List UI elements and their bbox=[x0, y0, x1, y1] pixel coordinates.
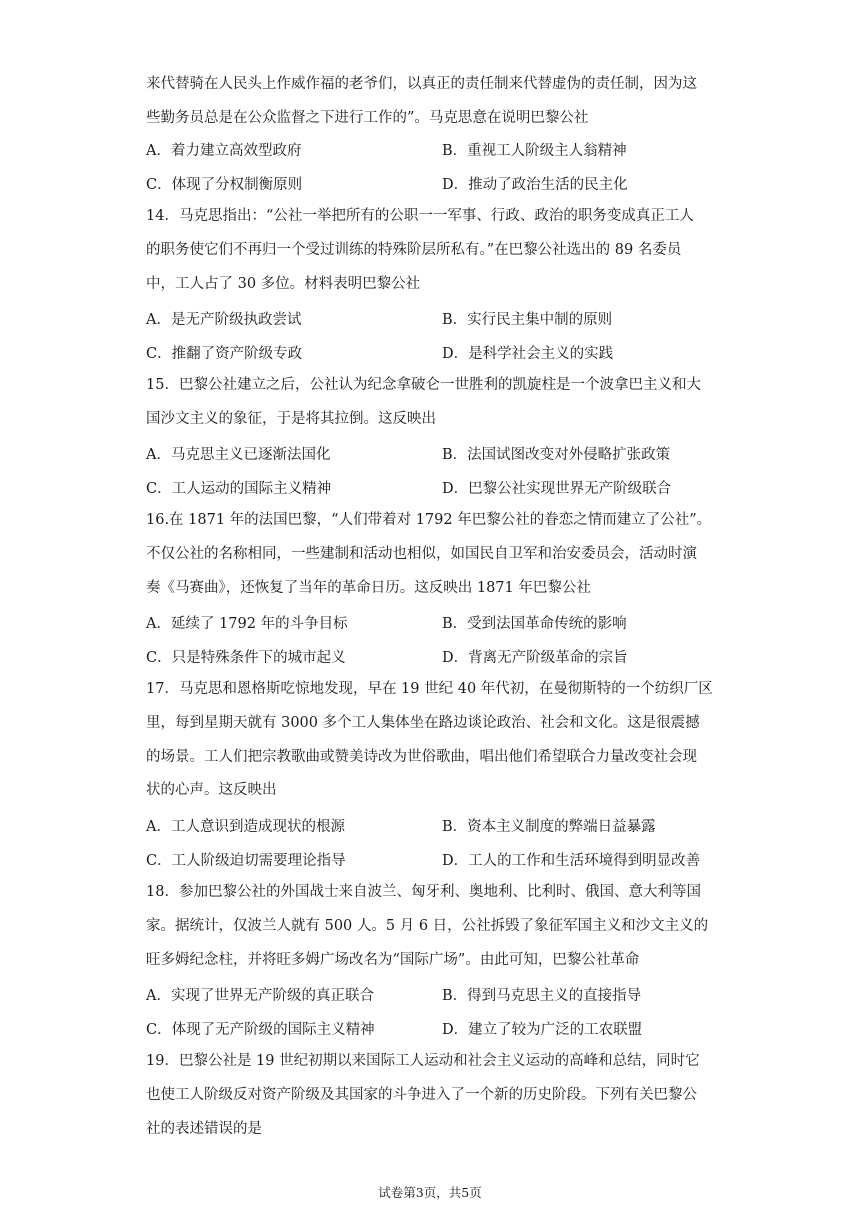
question-18-option-d: D．建立了较为广泛的工农联盟 bbox=[442, 1022, 643, 1038]
stem-line: 的职务使它们不再归一个受过训练的特殊阶层所私有。”在巴黎公社选出的 89 名委员 bbox=[146, 241, 682, 258]
question-14-option-d: D．是科学社会主义的实践 bbox=[442, 346, 614, 362]
question-17-option-a: A．工人意识到造成现状的根源 bbox=[146, 819, 345, 835]
question-15-option-a: A．马克思主义已逐渐法国化 bbox=[146, 447, 331, 463]
stem-line: 18．参加巴黎公社的外国战士来自波兰、匈牙利、奥地利、比利时、俄国、意大利等国 bbox=[146, 884, 701, 900]
question-16-option-d: D．背离无产阶级革命的宗旨 bbox=[442, 650, 628, 666]
question-13-option-d: D．推动了政治生活的民主化 bbox=[442, 177, 628, 193]
stem-line: 15．巴黎公社建立之后，公社认为纪念拿破仑一世胜利的凯旋柱是一个波拿巴主义和大 bbox=[146, 377, 701, 393]
question-13-stem bbox=[146, 68, 721, 136]
question-14-option-a: A．是无产阶级执政尝试 bbox=[146, 312, 302, 328]
stem-line: 16.在 1871 年的法国巴黎，“人们带着对 1792 年巴黎公社的眷恋之情而建立了公社”。 bbox=[146, 512, 712, 528]
question-15-option-c: C．工人运动的国际主义精神 bbox=[146, 481, 332, 497]
stem-line: 的场景。工人们把宗教歌曲或赞美诗改为世俗歌曲，唱出他们希望联合力量改变社会现 bbox=[146, 748, 697, 765]
stem-line: 里，每到星期天就有 3000 多个工人集体坐在路边谈论政治、社会和文化。这是很震撼 bbox=[146, 714, 700, 731]
question-17-option-d: D．工人的工作和生活环境得到明显改善 bbox=[442, 853, 701, 869]
question-13-option-c: C．体现了分权制衡原则 bbox=[146, 177, 303, 193]
question-19-stem bbox=[146, 1045, 721, 1146]
question-18-option-a: A．实现了世界无产阶级的真正联合 bbox=[146, 988, 374, 1004]
stem-line: 旺多姆纪念柱，并将旺多姆广场改名为“国际广场”。由此可知，巴黎公社革命 bbox=[146, 951, 640, 968]
question-18-stem bbox=[146, 876, 721, 977]
stem-line: 奏《马赛曲》，还恢复了当年的革命日历。这反映出 1871 年巴黎公社 bbox=[146, 579, 591, 596]
question-15-option-d: D．巴黎公社实现世界无产阶级联合 bbox=[442, 481, 672, 497]
stem-line: 国沙文主义的象征，于是将其拉倒。这反映出 bbox=[146, 410, 436, 427]
question-14-option-b: B．实行民主集中制的原则 bbox=[442, 312, 613, 328]
question-17-option-c: C．工人阶级迫切需要理论指导 bbox=[146, 853, 346, 869]
stem-line: 19．巴黎公社是 19 世纪初期以来国际工人运动和社会主义运动的高峰和总结，同时它 bbox=[146, 1053, 700, 1069]
question-18-option-b: B．得到马克思主义的直接指导 bbox=[442, 988, 642, 1004]
stem-line: 来代替骑在人民头上作威作福的老爷们，以真正的责任制来代替虚伪的责任制，因为这 bbox=[146, 76, 697, 92]
question-15-option-b: B．法国试图改变对外侵略扩张政策 bbox=[442, 447, 671, 463]
question-16-option-a: A．延续了 1792 年的斗争目标 bbox=[146, 616, 348, 632]
question-17-option-b: B．资本主义制度的弊端日益暴露 bbox=[442, 819, 656, 835]
stem-line: 中，工人占了 30 多位。材料表明巴黎公社 bbox=[146, 275, 421, 292]
question-13-option-a: A．着力建立高效型政府 bbox=[146, 143, 302, 159]
stem-line: 社的表述错误的是 bbox=[146, 1120, 262, 1137]
question-17-stem bbox=[146, 673, 721, 808]
stem-line: 17．马克思和恩格斯吃惊地发现，早在 19 世纪 40 年代初，在曼彻斯特的一个纺织厂区 bbox=[146, 681, 713, 697]
question-15-stem bbox=[146, 369, 721, 437]
question-13-option-b: B．重视工人阶级主人翁精神 bbox=[442, 143, 627, 159]
question-14-option-c: C．推翻了资产阶级专政 bbox=[146, 346, 303, 362]
stem-line: 状的心声。这反映出 bbox=[146, 782, 277, 799]
stem-line: 14．马克思指出：“公社一举把所有的公职一一军事、行政、政治的职务变成真正工人 bbox=[146, 208, 694, 224]
question-14-stem bbox=[146, 200, 721, 301]
page-footer: 试卷第3页，共5页 bbox=[378, 1185, 482, 1200]
question-16-option-b: B．受到法国革命传统的影响 bbox=[442, 616, 627, 632]
stem-line: 不仅公社的名称相同，一些建制和活动也相似，如国民自卫军和治安委员会，活动时演 bbox=[146, 545, 697, 562]
stem-line: 也使工人阶级反对资产阶级及其国家的斗争进入了一个新的历史阶段。下列有关巴黎公 bbox=[146, 1086, 697, 1103]
question-18-option-c: C．体现了无产阶级的国际主义精神 bbox=[146, 1022, 375, 1038]
question-16-option-c: C．只是特殊条件下的城市起义 bbox=[146, 650, 346, 666]
question-16-stem bbox=[146, 504, 721, 605]
stem-line: 些勤务员总是在公众监督之下进行工作的”。马克思意在说明巴黎公社 bbox=[146, 109, 589, 126]
stem-line: 家。据统计，仅波兰人就有 500 人。5 月 6 日，公社拆毁了象征军国主义和沙文主义的 bbox=[146, 917, 709, 934]
